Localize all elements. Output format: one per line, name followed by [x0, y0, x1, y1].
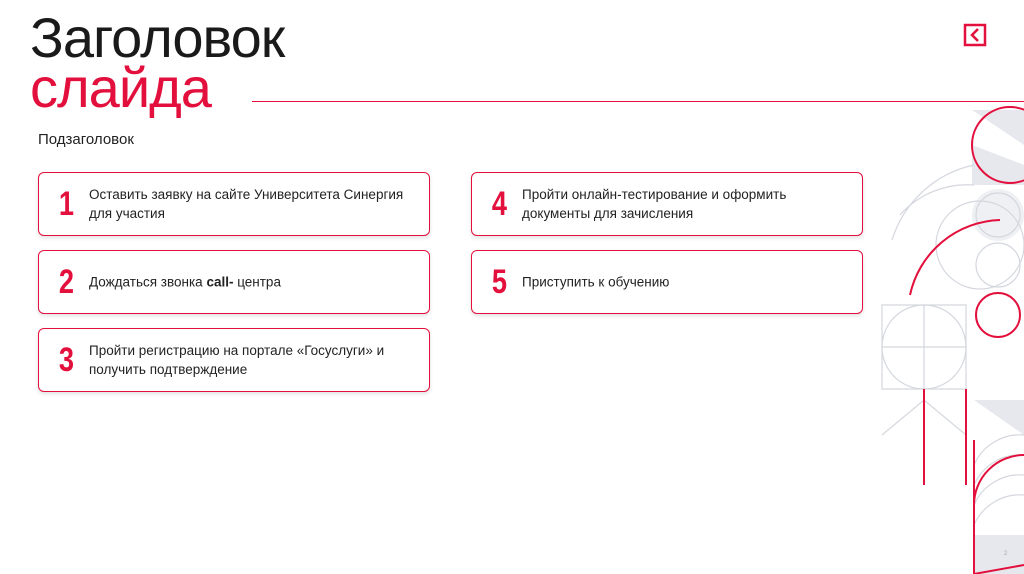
step-number: 5 — [491, 263, 508, 301]
step-text: Приступить к обучению — [522, 274, 670, 290]
step-card-1 — [38, 172, 430, 236]
step-text: Оставить заявку на сайте Университета Синергия для участия — [89, 187, 404, 221]
page-number: 2 — [1004, 551, 1008, 557]
step-number: 3 — [58, 341, 75, 379]
step-card-2 — [38, 250, 430, 314]
step-text: Пройти регистрацию на портале «Госуслуги» и получить подтверждение — [89, 343, 385, 377]
step-card-4 — [471, 172, 863, 236]
step-card-3 — [38, 328, 430, 392]
step-number: 4 — [491, 185, 508, 223]
step-text-after: центра — [233, 274, 281, 290]
step-number: 1 — [58, 185, 75, 223]
slide-title-line1: Заголовок — [30, 6, 285, 69]
title-underline — [252, 101, 1024, 102]
slide-subtitle: Подзаголовок — [38, 131, 134, 148]
step-number: 2 — [58, 263, 75, 301]
synergy-logo-icon — [963, 23, 987, 47]
step-card-5 — [471, 250, 863, 314]
step-text-bold: call- — [206, 274, 234, 290]
decorative-pattern — [870, 105, 1024, 574]
slide-title-line2: слайда — [30, 56, 211, 119]
step-text: Пройти онлайн-тестирование и оформить документы для зачисления — [522, 187, 787, 221]
step-text-before: Дождаться звонка — [89, 274, 207, 290]
step-text — [89, 273, 419, 292]
